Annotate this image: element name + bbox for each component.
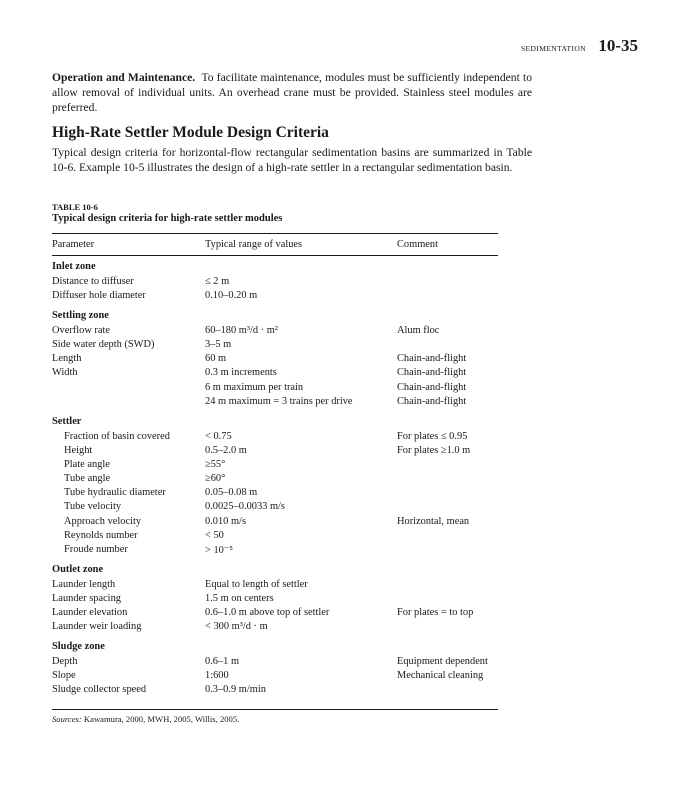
table-row — [52, 431, 498, 445]
value-cell: 0.10–0.20 m — [205, 290, 258, 302]
sources-label: Sources: — [52, 714, 82, 724]
value-cell: ≥60° — [205, 473, 226, 485]
value-cell: 60 m — [205, 353, 227, 365]
page-number: 10-35 — [598, 36, 638, 55]
parameter-cell: Length — [52, 353, 82, 365]
value-cell: 24 m maximum = 3 trains per drive — [205, 395, 353, 407]
table-section-heading — [52, 416, 498, 431]
table-row — [52, 544, 498, 558]
value-cell: > 10⁻⁵ — [205, 545, 233, 556]
value-cell: < 0.75 — [205, 430, 232, 442]
operation-maintenance-paragraph — [52, 70, 532, 115]
parameter-cell: Reynolds number — [64, 529, 138, 541]
parameter-cell: Depth — [52, 655, 78, 667]
table-label: TABLE 10-6 — [52, 202, 98, 212]
parameter-cell: Approach velocity — [64, 515, 142, 527]
table-row — [52, 445, 498, 459]
table-section-heading — [52, 564, 498, 579]
table-sources — [52, 714, 239, 724]
table-row — [52, 339, 498, 353]
value-cell: ≥55° — [205, 458, 226, 470]
table-row — [52, 276, 498, 290]
value-cell: 0.05–0.08 m — [205, 487, 258, 499]
column-header-comment: Comment — [397, 239, 438, 250]
table-row — [52, 656, 498, 670]
value-cell: 0.6–1.0 m above top of settler — [205, 607, 330, 619]
parameter-cell: Tube angle — [64, 473, 111, 485]
table-row — [52, 473, 498, 487]
column-header-parameter: Parameter — [52, 239, 95, 250]
comment-cell: Alum floc — [397, 324, 440, 336]
parameter-cell: Sludge collector speed — [52, 684, 147, 696]
comment-cell: Horizontal, mean — [397, 515, 470, 527]
table-row — [52, 621, 498, 635]
section-title: Settler — [52, 415, 82, 427]
value-cell: 0.5–2.0 m — [205, 444, 247, 456]
table-row — [52, 487, 498, 501]
table-row — [52, 353, 498, 367]
table-row — [52, 325, 498, 339]
parameter-cell: Launder elevation — [52, 607, 128, 619]
value-cell: 0.3 m increments — [205, 367, 277, 379]
comment-cell: Chain-and-flight — [397, 367, 467, 379]
parameter-cell: Diffuser hole diameter — [52, 290, 146, 302]
table-row — [52, 593, 498, 607]
operation-text: To facilitate maintenance, modules must be sufficiently independent to allow removal of individual units. An overhead crane must be provided. Stainless steel modules are preferred. — [52, 71, 532, 114]
table-row — [52, 396, 498, 410]
section-title: Sludge zone — [52, 640, 105, 652]
table-row — [52, 516, 498, 530]
table-row — [52, 684, 498, 698]
parameter-cell: Height — [64, 444, 93, 456]
value-cell: 0.3–0.9 m/min — [205, 684, 266, 696]
parameter-cell: Tube velocity — [64, 501, 122, 513]
table-section-heading — [52, 641, 498, 656]
parameter-cell: Plate angle — [64, 458, 110, 470]
value-cell: 0.0025–0.0033 m/s — [205, 501, 285, 513]
parameter-cell: Launder weir loading — [52, 621, 142, 633]
value-cell: 0.010 m/s — [205, 515, 246, 527]
value-cell: 1.5 m on centers — [205, 592, 274, 604]
value-cell: Equal to length of settler — [205, 578, 308, 590]
table-section-heading — [52, 261, 498, 276]
table-header-rule — [52, 255, 498, 256]
parameter-cell: Width — [52, 367, 78, 379]
comment-cell: For plates = to top — [397, 607, 474, 619]
table-body — [52, 261, 498, 699]
parameter-cell: Distance to diffuser — [52, 276, 134, 287]
comment-cell: For plates ≥1.0 m — [397, 444, 471, 456]
section-heading: High-Rate Settler Module Design Criteria — [52, 124, 329, 141]
operation-runin-heading: Operation and Maintenance. — [52, 71, 196, 84]
comment-cell: Chain-and-flight — [397, 395, 467, 407]
value-cell: < 50 — [205, 529, 224, 541]
table-row — [52, 579, 498, 593]
value-cell: ≤ 2 m — [205, 276, 230, 287]
comment-cell: Mechanical cleaning — [397, 670, 484, 682]
table-row — [52, 367, 498, 381]
value-cell: 1:600 — [205, 670, 229, 682]
table-bottom-rule — [52, 709, 498, 710]
table-top-rule — [52, 233, 498, 234]
running-header — [52, 36, 638, 58]
table-row — [52, 607, 498, 621]
parameter-cell: Tube hydraulic diameter — [64, 487, 166, 499]
intro-paragraph: Typical design criteria for horizontal-flow rectangular sedimentation basins are summarized in Table 10-6. Example 10-5 illustrates the design of a high-rate settler in a rectangular sedimentation basin. — [52, 146, 532, 174]
section-title: Settling zone — [52, 309, 109, 321]
parameter-cell: Launder length — [52, 578, 116, 590]
comment-cell: For plates ≤ 0.95 — [397, 430, 468, 442]
section-title: Outlet zone — [52, 563, 104, 575]
comment-cell: Chain-and-flight — [397, 353, 467, 365]
comment-cell: Chain-and-flight — [397, 381, 467, 393]
value-cell: 60–180 m³/d · m² — [205, 324, 278, 336]
column-header-value: Typical range of values — [205, 239, 303, 250]
section-title: Inlet zone — [52, 261, 96, 272]
parameter-cell: Slope — [52, 670, 76, 682]
value-cell: < 300 m³/d · m — [205, 621, 268, 633]
section-title: SEDIMENTATION — [520, 44, 586, 53]
parameter-cell: Side water depth (SWD) — [52, 339, 155, 351]
table-section-heading — [52, 310, 498, 325]
table-row — [52, 459, 498, 473]
parameter-cell: Overflow rate — [52, 324, 110, 336]
value-cell: 0.6–1 m — [205, 655, 240, 667]
table-row — [52, 501, 498, 515]
table-row — [52, 530, 498, 544]
table-row — [52, 670, 498, 684]
table-caption: Typical design criteria for high-rate settler modules — [52, 213, 283, 224]
parameter-cell: Launder spacing — [52, 592, 121, 604]
parameter-cell: Fraction of basin covered — [64, 430, 170, 442]
table-row — [52, 290, 498, 304]
sources-text: Kawamura, 2000, MWH, 2005, Willis, 2005. — [83, 714, 240, 724]
table-row — [52, 382, 498, 396]
parameter-cell: Froude number — [64, 544, 128, 555]
value-cell: 3–5 m — [205, 339, 232, 351]
value-cell: 6 m maximum per train — [205, 381, 304, 393]
comment-cell: Equipment dependent — [397, 655, 488, 667]
